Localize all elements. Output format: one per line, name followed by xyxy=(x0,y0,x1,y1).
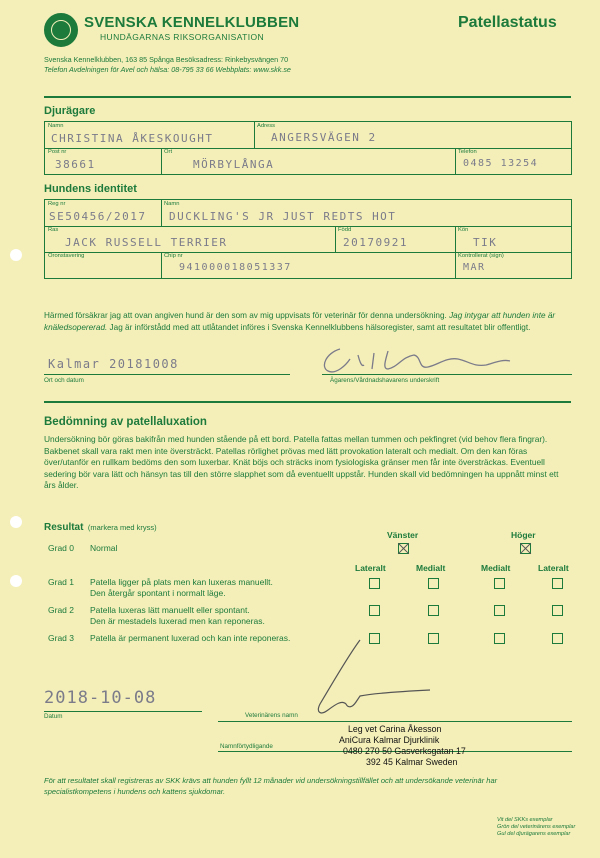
grade-1-right-medial-checkbox[interactable] xyxy=(494,578,505,589)
chip-label: Chip nr xyxy=(164,253,183,259)
vet-stamp-line-4: 392 45 Kalmar Sweden xyxy=(366,757,458,767)
owner-name-label: Namn xyxy=(48,123,64,129)
result-heading xyxy=(44,517,157,535)
right-lateral-header: Lateralt xyxy=(538,563,569,573)
exam-date-line xyxy=(44,711,202,712)
tattoo-label: Öronstavering xyxy=(48,253,85,259)
grade-1-right-lateral-checkbox[interactable] xyxy=(552,578,563,589)
vet-stamp-line-2: AniCura Kalmar Djurklinik xyxy=(339,735,440,745)
owner-address-value[interactable]: ANGERSVÄGEN 2 xyxy=(271,131,377,144)
place-date-value[interactable]: Kalmar 20181008 xyxy=(48,357,179,371)
owner-signature-label: Ägarens/Vårdnadshavarens underskrift xyxy=(330,377,440,384)
exam-date-label: Datum xyxy=(44,713,63,720)
left-medial-header: Medialt xyxy=(416,563,446,573)
grade-2-right-lateral-checkbox[interactable] xyxy=(552,605,563,616)
declaration-text: Härmed försäkrar jag att ovan angiven hund är den som av mig uppvisats för veterinär för denna undersökning. Jag intygar att hunden inte är knäledsopererad. Jag är införstådd med att utlåtandet införes i Svenska Kennelklubbens hälsoregister, samt att resultatet blir offentligt. xyxy=(44,311,556,332)
fodd-value[interactable]: 20170921 xyxy=(343,236,408,249)
punch-hole-middle xyxy=(10,516,22,528)
place-date-line xyxy=(44,374,290,375)
vet-name-label: Veterinärens namn xyxy=(245,712,298,719)
ort-value[interactable]: MÖRBYLÅNGA xyxy=(193,158,275,171)
ras-value[interactable]: JACK RUSSELL TERRIER xyxy=(65,236,228,249)
grade-3-text: Patella är permanent luxerad och kan inte reponeras. xyxy=(90,633,291,643)
grade-0-text: Normal xyxy=(90,543,118,553)
copies-legend: Vit del SKKs exemplar Grön del veterinärens exemplar Gul del djurägarens exemplar xyxy=(497,817,576,837)
grade-1-left-medial-checkbox[interactable] xyxy=(428,578,439,589)
org-name: SVENSKA KENNELKLUBBEN xyxy=(84,14,300,31)
org-contact: Telefon Avdelningen för Avel och hälsa: 08-795 33 66 Webbplats: www.skk.se xyxy=(44,65,291,74)
grade-1-left-lateral-checkbox[interactable] xyxy=(369,578,380,589)
assessment-section-title: Bedömning av patellaluxation xyxy=(44,416,207,428)
checked-label: Kontrollerat (sign) xyxy=(458,253,504,259)
org-subtitle: HUNDÄGARNAS RIKSORGANISATION xyxy=(100,32,265,42)
dog-name-label: Namn xyxy=(164,201,180,207)
kon-value[interactable]: TIK xyxy=(473,236,498,249)
fodd-label: Född xyxy=(338,227,352,233)
kon-label: Kön xyxy=(458,227,469,233)
result-title: Resultat xyxy=(44,522,84,533)
left-leg-header: Vänster xyxy=(387,530,419,540)
grade-1-text: Patella ligger på plats men kan luxeras manuellt. Den återgår spontant i normalt läge. xyxy=(90,577,273,598)
grade-2-right-medial-checkbox[interactable] xyxy=(494,605,505,616)
skk-logo xyxy=(44,13,78,47)
section-divider xyxy=(44,401,571,403)
dog-section-title: Hundens identitet xyxy=(44,183,137,195)
ort-label: Ort xyxy=(164,149,173,155)
checked-value[interactable]: MAR xyxy=(463,262,486,273)
grade-2-text: Patella luxeras lätt manuellt eller spontant. Den är mestadels luxerad men kan reponeras. xyxy=(90,605,265,626)
postnr-label: Post nr xyxy=(48,149,67,155)
result-hint: (markera med kryss) xyxy=(87,523,157,532)
right-leg-header: Höger xyxy=(511,530,536,540)
footer-note: För att resultatet skall registreras av SKK krävs att hunden fyllt 12 månader vid undersökningstillfället och att undersökande veterinär har specialistkompetens i hundens och kattens sjukdomar. xyxy=(44,776,498,796)
left-lateral-header: Lateralt xyxy=(355,563,386,573)
vet-signature xyxy=(290,638,440,720)
vet-stamp-line-3: 0480 270 50 Gasverksgatan 17 xyxy=(343,746,466,756)
ras-label: Ras xyxy=(48,227,59,233)
grade-0-left-checkbox[interactable] xyxy=(398,543,409,554)
reg-value[interactable]: SE50456/2017 xyxy=(49,210,147,223)
owner-name-value[interactable]: CHRISTINA ÅKESKOUGHT xyxy=(51,132,214,145)
owner-table xyxy=(44,121,572,175)
grade-3-right-medial-checkbox[interactable] xyxy=(494,633,505,644)
dog-table xyxy=(44,199,572,279)
section-divider xyxy=(44,96,571,98)
org-address: Svenska Kennelklubben, 163 85 Spånga Besöksadress: Rinkebysvängen 70 xyxy=(44,55,289,64)
grade-0-right-checkbox[interactable] xyxy=(520,543,531,554)
grade-2-label: Grad 2 xyxy=(48,605,74,615)
owner-signature xyxy=(318,345,518,377)
dog-name-value[interactable]: DUCKLING'S JR JUST REDTS HOT xyxy=(169,210,397,223)
owner-section-title: Djurägare xyxy=(44,105,96,117)
grade-3-label: Grad 3 xyxy=(48,633,74,643)
chip-value[interactable]: 941000018051337 xyxy=(179,262,292,273)
postnr-value[interactable]: 38661 xyxy=(55,158,96,171)
vet-name-line xyxy=(218,721,572,722)
grade-3-right-lateral-checkbox[interactable] xyxy=(552,633,563,644)
grade-2-left-medial-checkbox[interactable] xyxy=(428,605,439,616)
owner-address-label: Adress xyxy=(257,123,276,129)
punch-hole-top xyxy=(10,249,22,261)
right-medial-header: Medialt xyxy=(481,563,511,573)
grade-0-label: Grad 0 xyxy=(48,543,74,553)
document-title: Patellastatus xyxy=(458,14,557,31)
grade-1-label: Grad 1 xyxy=(48,577,74,587)
punch-hole-bottom xyxy=(10,575,22,587)
reg-label: Reg nr xyxy=(48,201,66,207)
assessment-text: Undersökning bör göras bakifrån med hunden stående på ett bord. Patella fattas mellan tummen och pekfingret (vid behov flera fingrar). Bakbenet skall vara rakt men inte översträckt. Patellas rörlighet prövas med lätt provokation lateralt och medialt. Om den kan föras över/utanför en rullkam bedöms den som luxerbar. Knät böjs och sträcks inom fysiologiska gränser men får inte översträckas. Eventuell sedering bör vara lätt och hänsyn tas till den större slapphet som då eventuellt uppstår. Hunden skall vid bedömningen ha uppnått minst ett års ålder. xyxy=(44,434,559,490)
phone-label: Telefon xyxy=(458,149,477,155)
grade-2-left-lateral-checkbox[interactable] xyxy=(369,605,380,616)
vet-sig-label: Namnförtydligande xyxy=(220,743,273,750)
place-date-label: Ort och datum xyxy=(44,377,84,384)
exam-date-value[interactable]: 2018-10-08 xyxy=(44,688,157,708)
phone-value[interactable]: 0485 13254 xyxy=(463,158,539,169)
vet-stamp-line-1: Leg vet Carina Åkesson xyxy=(348,724,442,734)
